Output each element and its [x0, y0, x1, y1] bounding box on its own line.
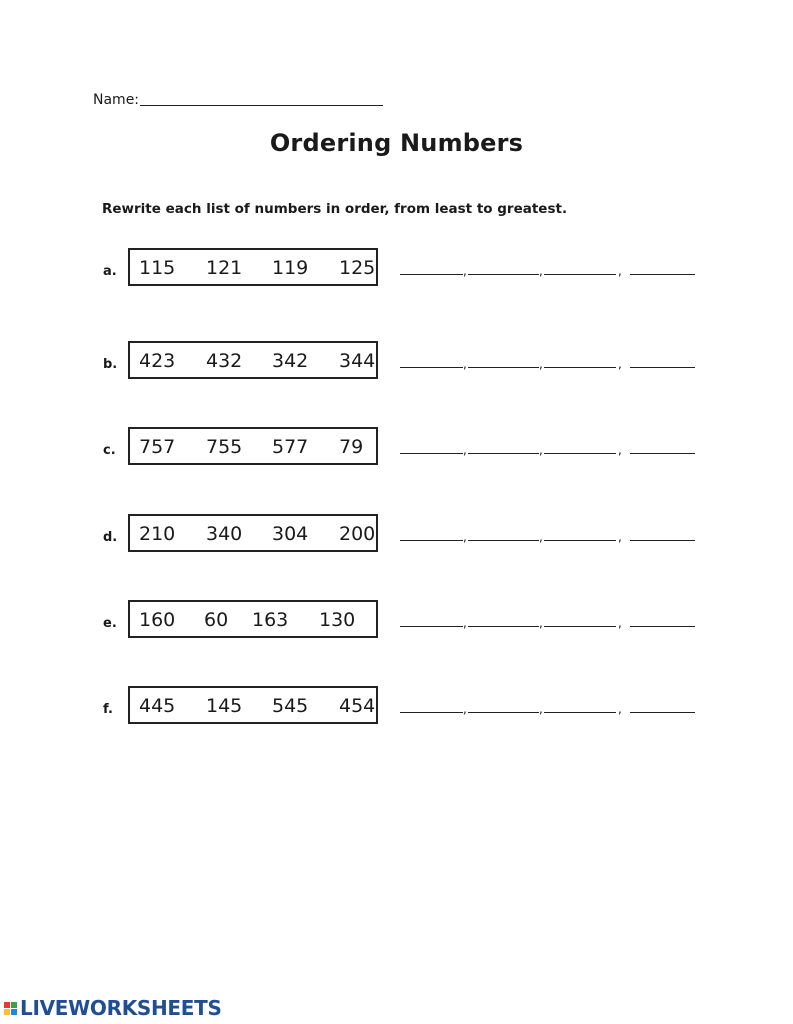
answer-blank-4[interactable] — [630, 274, 695, 275]
name-label: Name: — [93, 92, 140, 108]
logo-square-red — [4, 1002, 10, 1008]
answer-blank-1[interactable] — [400, 453, 463, 454]
problem-label: f. — [103, 702, 113, 717]
footer-branding — [4, 996, 222, 1020]
problem-b — [0, 341, 793, 381]
problem-label: d. — [103, 530, 118, 545]
comma: , — [463, 616, 467, 630]
answer-blank-4[interactable] — [630, 712, 695, 713]
problem-e — [0, 600, 793, 640]
answer-blank-2[interactable] — [468, 712, 539, 713]
comma: , — [539, 357, 543, 371]
number-1: 115 — [139, 257, 176, 279]
comma: , — [463, 702, 467, 716]
number-1: 160 — [139, 609, 176, 631]
problem-label: a. — [103, 264, 117, 279]
comma: , — [463, 530, 467, 544]
number-4: 125 — [339, 257, 376, 279]
answer-blank-1[interactable] — [400, 712, 463, 713]
page-title: Ordering Numbers — [269, 129, 524, 157]
answer-blank-3[interactable] — [544, 540, 616, 541]
comma: , — [539, 530, 543, 544]
number-1: 445 — [139, 695, 176, 717]
comma: , — [539, 702, 543, 716]
number-box — [128, 600, 378, 638]
answer-blank-3[interactable] — [544, 274, 616, 275]
name-row — [93, 92, 383, 108]
answer-blank-3[interactable] — [544, 626, 616, 627]
comma: , — [463, 264, 467, 278]
problem-f — [0, 686, 793, 726]
logo-square-yellow — [4, 1009, 10, 1015]
number-2: 60 — [204, 609, 229, 631]
comma: , — [618, 530, 622, 544]
problem-a — [0, 248, 793, 288]
comma: , — [618, 443, 622, 457]
problem-label: b. — [103, 357, 118, 372]
comma: , — [463, 357, 467, 371]
logo-square-blue — [11, 1009, 17, 1015]
comma: , — [618, 616, 622, 630]
logo-square-green — [11, 1002, 17, 1008]
comma: , — [539, 443, 543, 457]
comma: , — [463, 443, 467, 457]
number-box — [128, 427, 378, 465]
number-2: 432 — [206, 350, 243, 372]
number-4: 454 — [339, 695, 376, 717]
name-field-line[interactable] — [140, 105, 383, 106]
number-box — [128, 514, 378, 552]
brand-name: LIVEWORKSHEETS — [20, 996, 222, 1020]
number-4: 79 — [339, 436, 364, 458]
number-2: 145 — [206, 695, 243, 717]
number-3: 545 — [272, 695, 309, 717]
comma: , — [539, 264, 543, 278]
liveworksheets-logo-icon — [4, 1002, 17, 1015]
number-3: 304 — [272, 523, 309, 545]
answer-blank-2[interactable] — [468, 274, 539, 275]
answer-blank-3[interactable] — [544, 367, 616, 368]
problem-label: e. — [103, 616, 117, 631]
answer-blank-3[interactable] — [544, 712, 616, 713]
answer-blank-2[interactable] — [468, 626, 539, 627]
number-box — [128, 341, 378, 379]
problem-label: c. — [103, 443, 116, 458]
answer-blank-1[interactable] — [400, 626, 463, 627]
number-3: 342 — [272, 350, 309, 372]
answer-blank-2[interactable] — [468, 453, 539, 454]
number-box — [128, 686, 378, 724]
answer-blank-1[interactable] — [400, 274, 463, 275]
problem-d — [0, 514, 793, 554]
answer-blank-2[interactable] — [468, 540, 539, 541]
problem-c — [0, 427, 793, 467]
comma: , — [539, 616, 543, 630]
answer-blank-4[interactable] — [630, 367, 695, 368]
answer-blank-4[interactable] — [630, 540, 695, 541]
instructions-text: Rewrite each list of numbers in order, from least to greatest. — [102, 201, 568, 217]
number-1: 757 — [139, 436, 176, 458]
comma: , — [618, 702, 622, 716]
number-2: 755 — [206, 436, 243, 458]
number-3: 119 — [272, 257, 309, 279]
number-4: 200 — [339, 523, 376, 545]
number-1: 423 — [139, 350, 176, 372]
number-3: 163 — [252, 609, 289, 631]
answer-blank-2[interactable] — [468, 367, 539, 368]
answer-blank-4[interactable] — [630, 453, 695, 454]
answer-blank-1[interactable] — [400, 540, 463, 541]
answer-blank-1[interactable] — [400, 367, 463, 368]
comma: , — [618, 264, 622, 278]
number-4: 130 — [319, 609, 356, 631]
number-3: 577 — [272, 436, 309, 458]
number-4: 344 — [339, 350, 376, 372]
number-1: 210 — [139, 523, 176, 545]
answer-blank-4[interactable] — [630, 626, 695, 627]
number-2: 340 — [206, 523, 243, 545]
number-box — [128, 248, 378, 286]
number-2: 121 — [206, 257, 243, 279]
answer-blank-3[interactable] — [544, 453, 616, 454]
comma: , — [618, 357, 622, 371]
